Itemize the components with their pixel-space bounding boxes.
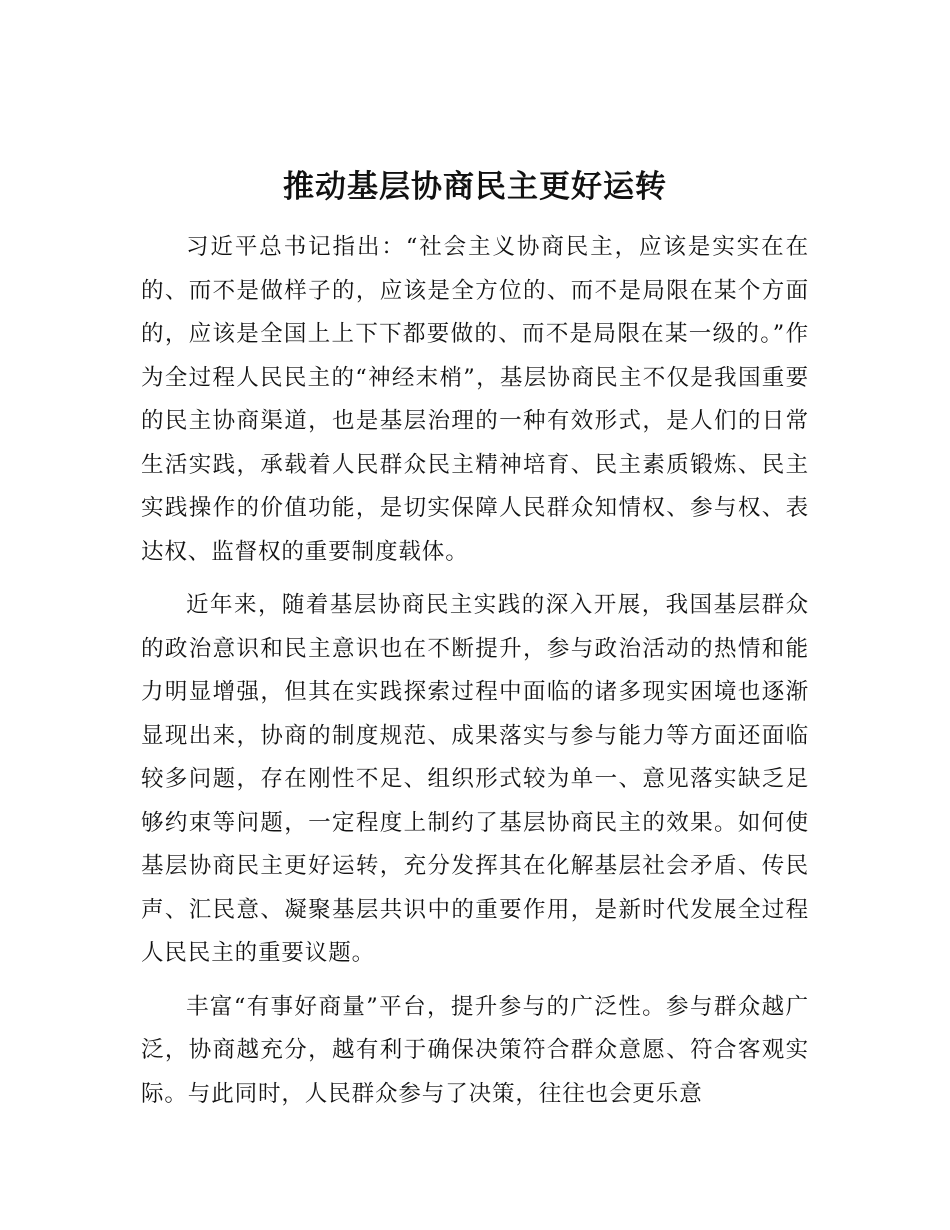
paragraph-2: 近年来，随着基层协商民主实践的深入开展，我国基层群众的政治意识和民主意识也在不断提升，参与政治活动的热情和能力明显增强，但其在实践探索过程中面临的诸多现实困境也逐渐显现出来，协商的制度规范、成果落实与参与能力等方面还面临较多问题，存在刚性不足、组织形式较为单一、意见落实缺乏足够约束等问题，一定程度上制约了基层协商民主的效果。如何使基层协商民主更好运转，充分发挥其在化解基层社会矛盾、传民声、汇民意、凝聚基层共识中的重要作用，是新时代发展全过程人民民主的重要议题。	[141, 592, 809, 966]
paragraph-3: 丰富“有事好商量”平台，提升参与的广泛性。参与群众越广泛，协商越充分，越有利于确保决策符合群众意愿、符合客观实际。与此同时，人民群众参与了决策，往往也会更乐意	[141, 993, 809, 1107]
document-body	[141, 226, 809, 1126]
paragraph-1: 习近平总书记指出：“社会主义协商民主，应该是实实在在的、而不是做样子的，应该是全方位的、而不是局限在某个方面的，应该是全国上上下下都要做的、而不是局限在某一级的。”作为全过程人民民主的“神经末梢”，基层协商民主不仅是我国重要的民主协商渠道，也是基层治理的一种有效形式，是人们的日常生活实践，承载着人民群众民主精神培育、民主素质锻炼、民主实践操作的价值功能，是切实保障人民群众知情权、参与权、表达权、监督权的重要制度载体。	[141, 234, 809, 565]
document-title: 推动基层协商民主更好运转	[283, 169, 667, 205]
